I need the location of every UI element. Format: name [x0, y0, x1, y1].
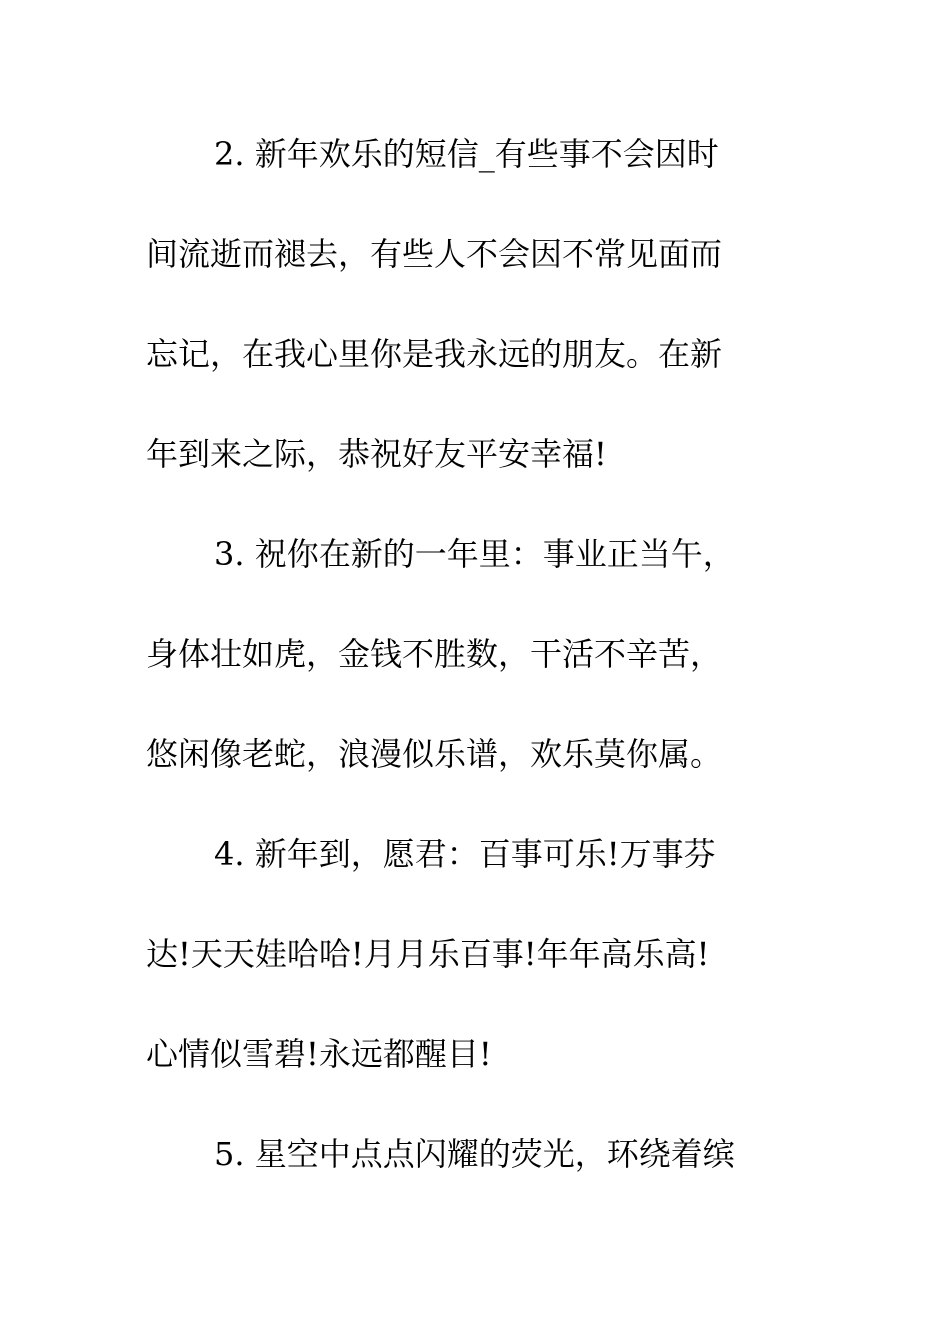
paragraph-3-line-1: 3. 祝你在新的一年里：事业正当午，: [214, 535, 735, 573]
paragraph-3-line-3: 悠闲像老蛇，浪漫似乐谱，欢乐莫你属。: [146, 735, 723, 773]
paragraph-2-line-1: 2. 新年欢乐的短信_有些事不会因时: [214, 135, 719, 173]
paragraph-2-line-4: 年到来之际，恭祝好友平安幸福!: [146, 435, 607, 473]
paragraph-4-line-3: 心情似雪碧!永远都醒目!: [146, 1035, 492, 1073]
paragraph-5-line-1: 5. 星空中点点闪耀的荧光，环绕着缤: [214, 1135, 735, 1173]
paragraph-4-line-1: 4. 新年到，愿君：百事可乐!万事芬: [214, 835, 716, 873]
paragraph-4-line-2: 达!天天娃哈哈!月月乐百事!年年高乐高!: [146, 935, 710, 973]
paragraph-3-line-2: 身体壮如虎，金钱不胜数，干活不辛苦，: [146, 635, 723, 673]
paragraph-2-line-2: 间流逝而褪去，有些人不会因不常见面而: [146, 235, 723, 273]
paragraph-2-line-3: 忘记，在我心里你是我永远的朋友。在新: [146, 335, 723, 373]
